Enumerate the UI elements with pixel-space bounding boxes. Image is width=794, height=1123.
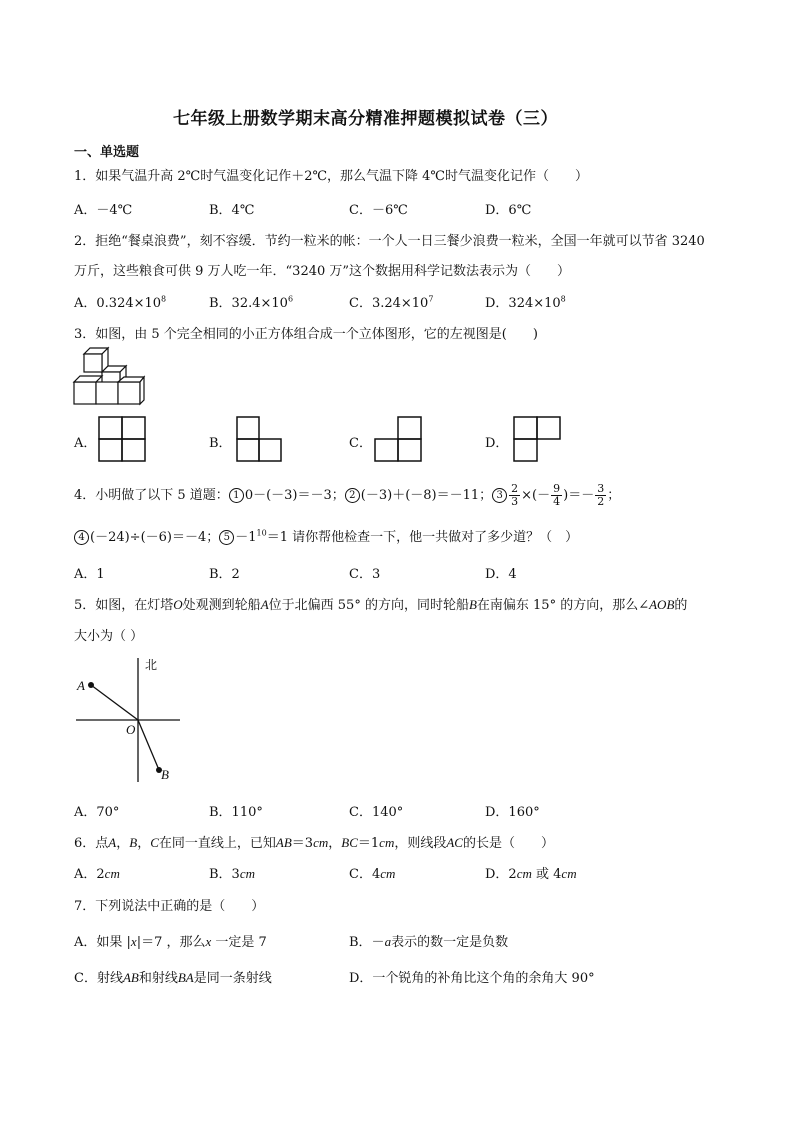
figure-label-o: O: [126, 722, 136, 737]
question-1-option-a: A．－4℃: [74, 203, 133, 218]
question-6-option-b: B．3cm: [209, 866, 255, 882]
question-6-stem: 6．点A，B，C在同一直线上，已知AB＝3cm，BC＝1cm，则线段AC的长是（ ）: [74, 835, 554, 851]
question-7-stem: 7．下列说法中正确的是（ ）: [74, 899, 265, 914]
question-4-line-1: 4．小明做了以下 5 道题： 1 0－(－3)＝－3； 2 (－3)＋(－8)＝－11； 3 $\frac{2}{3}$ ×(－ $\frac{9}{4}$ )＝－ $\frac{3}{2}$ ；: [74, 482, 621, 508]
question-3-option-a: A．: [74, 436, 97, 451]
question-1-option-d: D．6℃: [485, 203, 532, 218]
cube-stack-figure: [72, 348, 144, 408]
question-7-option-a: A．如果 |x|＝7 ，那么x 一定是 7: [74, 934, 267, 950]
compass-figure: [70, 652, 190, 788]
option-c-view-icon: [374, 416, 422, 462]
question-6-option-d: D．2cm 或 4cm: [485, 866, 577, 882]
section-heading: 一、单选题: [74, 145, 140, 160]
question-3-stem: 3．如图，由 5 个完全相同的小正方体组合成一个立体图形，它的左视图是( ): [74, 327, 538, 342]
question-6-option-c: C．4cm: [349, 866, 396, 882]
question-6-option-a: A．2cm: [74, 866, 120, 882]
question-5-line-1: 5．如图，在灯塔O处观测到轮船A位于北偏西 55° 的方向，同时轮船B在南偏东 15° 的方向，那么∠AOB的: [74, 597, 688, 613]
north-label: 北: [145, 658, 158, 672]
question-4-option-d: D．4: [485, 567, 517, 582]
figure-label-b: B: [161, 767, 169, 782]
fraction-9-4: $\frac{9}{4}$: [553, 482, 561, 508]
question-7-option-d: D．一个锐角的补角比这个角的余角大 90°: [349, 971, 595, 986]
option-a-view-icon: [98, 416, 146, 462]
option-d-view-icon: [513, 416, 561, 462]
page-title: 七年级上册数学期末高分精准押题模拟试卷（三）: [173, 109, 558, 129]
ray-oa: [91, 685, 138, 720]
question-3-option-c: C．: [349, 436, 372, 451]
question-7-option-b: B．－a表示的数一定是负数: [349, 934, 509, 950]
circled-number-5: 5: [219, 530, 234, 545]
question-5-option-b: B．110°: [209, 805, 263, 820]
question-2-line-1: 2．拒绝“餐桌浪费”，刻不容缓．节约一粒米的帐：一个人一日三餐少浪费一粒米，全国一年就可以节省 3240: [74, 234, 705, 249]
circled-number-2: 2: [345, 488, 360, 503]
circled-number-3: 3: [492, 488, 507, 503]
question-7-option-c: C．射线AB和射线BA是同一条射线: [74, 970, 272, 986]
question-1-stem: 1．如果气温升高 2℃时气温变化记作＋2℃，那么气温下降 4℃时气温变化记作（ ）: [74, 169, 588, 184]
question-2-option-c: C．$3.24\times 10^7$: [349, 294, 434, 311]
ray-ob: [138, 720, 159, 770]
circled-number-4: 4: [74, 530, 89, 545]
question-5-line-2: 大小为（ ）: [74, 629, 144, 644]
circled-number-1: 1: [229, 488, 244, 503]
question-2-option-a: A．$0.324\times 10^8$: [74, 294, 167, 311]
question-2-line-2: 万斤，这些粮食可供 9 万人吃一年．“3240 万”这个数据用科学记数法表示为（ ）: [74, 264, 571, 279]
fraction-2-3: $\frac{2}{3}$: [511, 482, 519, 508]
point-a: [88, 682, 94, 688]
figure-label-a: A: [77, 678, 85, 693]
question-4-option-c: C．3: [349, 567, 381, 582]
fraction-3-2: $\frac{3}{2}$: [597, 482, 605, 508]
question-4-option-a: A．1: [74, 567, 105, 582]
question-3-option-d: D．: [485, 436, 509, 451]
option-b-view-icon: [236, 416, 282, 462]
question-2-option-b: B．$32.4\times 10^6$: [209, 294, 294, 311]
question-4-line-2: 4 (－24)÷(－6)＝－4； $5 -1^{10}=1$ 请你帮他检查一下，他一共做对了多少道？（ ）: [74, 526, 578, 545]
question-2-option-d: D．$324\times 10^8$: [485, 294, 566, 311]
question-1-option-c: C．－6℃: [349, 203, 408, 218]
question-5-option-a: A．70°: [74, 805, 120, 820]
question-1-option-b: B．4℃: [209, 203, 255, 218]
question-5-option-d: D．160°: [485, 805, 540, 820]
question-4-option-b: B．2: [209, 567, 240, 582]
question-3-option-b: B．: [209, 436, 232, 451]
question-5-option-c: C．140°: [349, 805, 404, 820]
